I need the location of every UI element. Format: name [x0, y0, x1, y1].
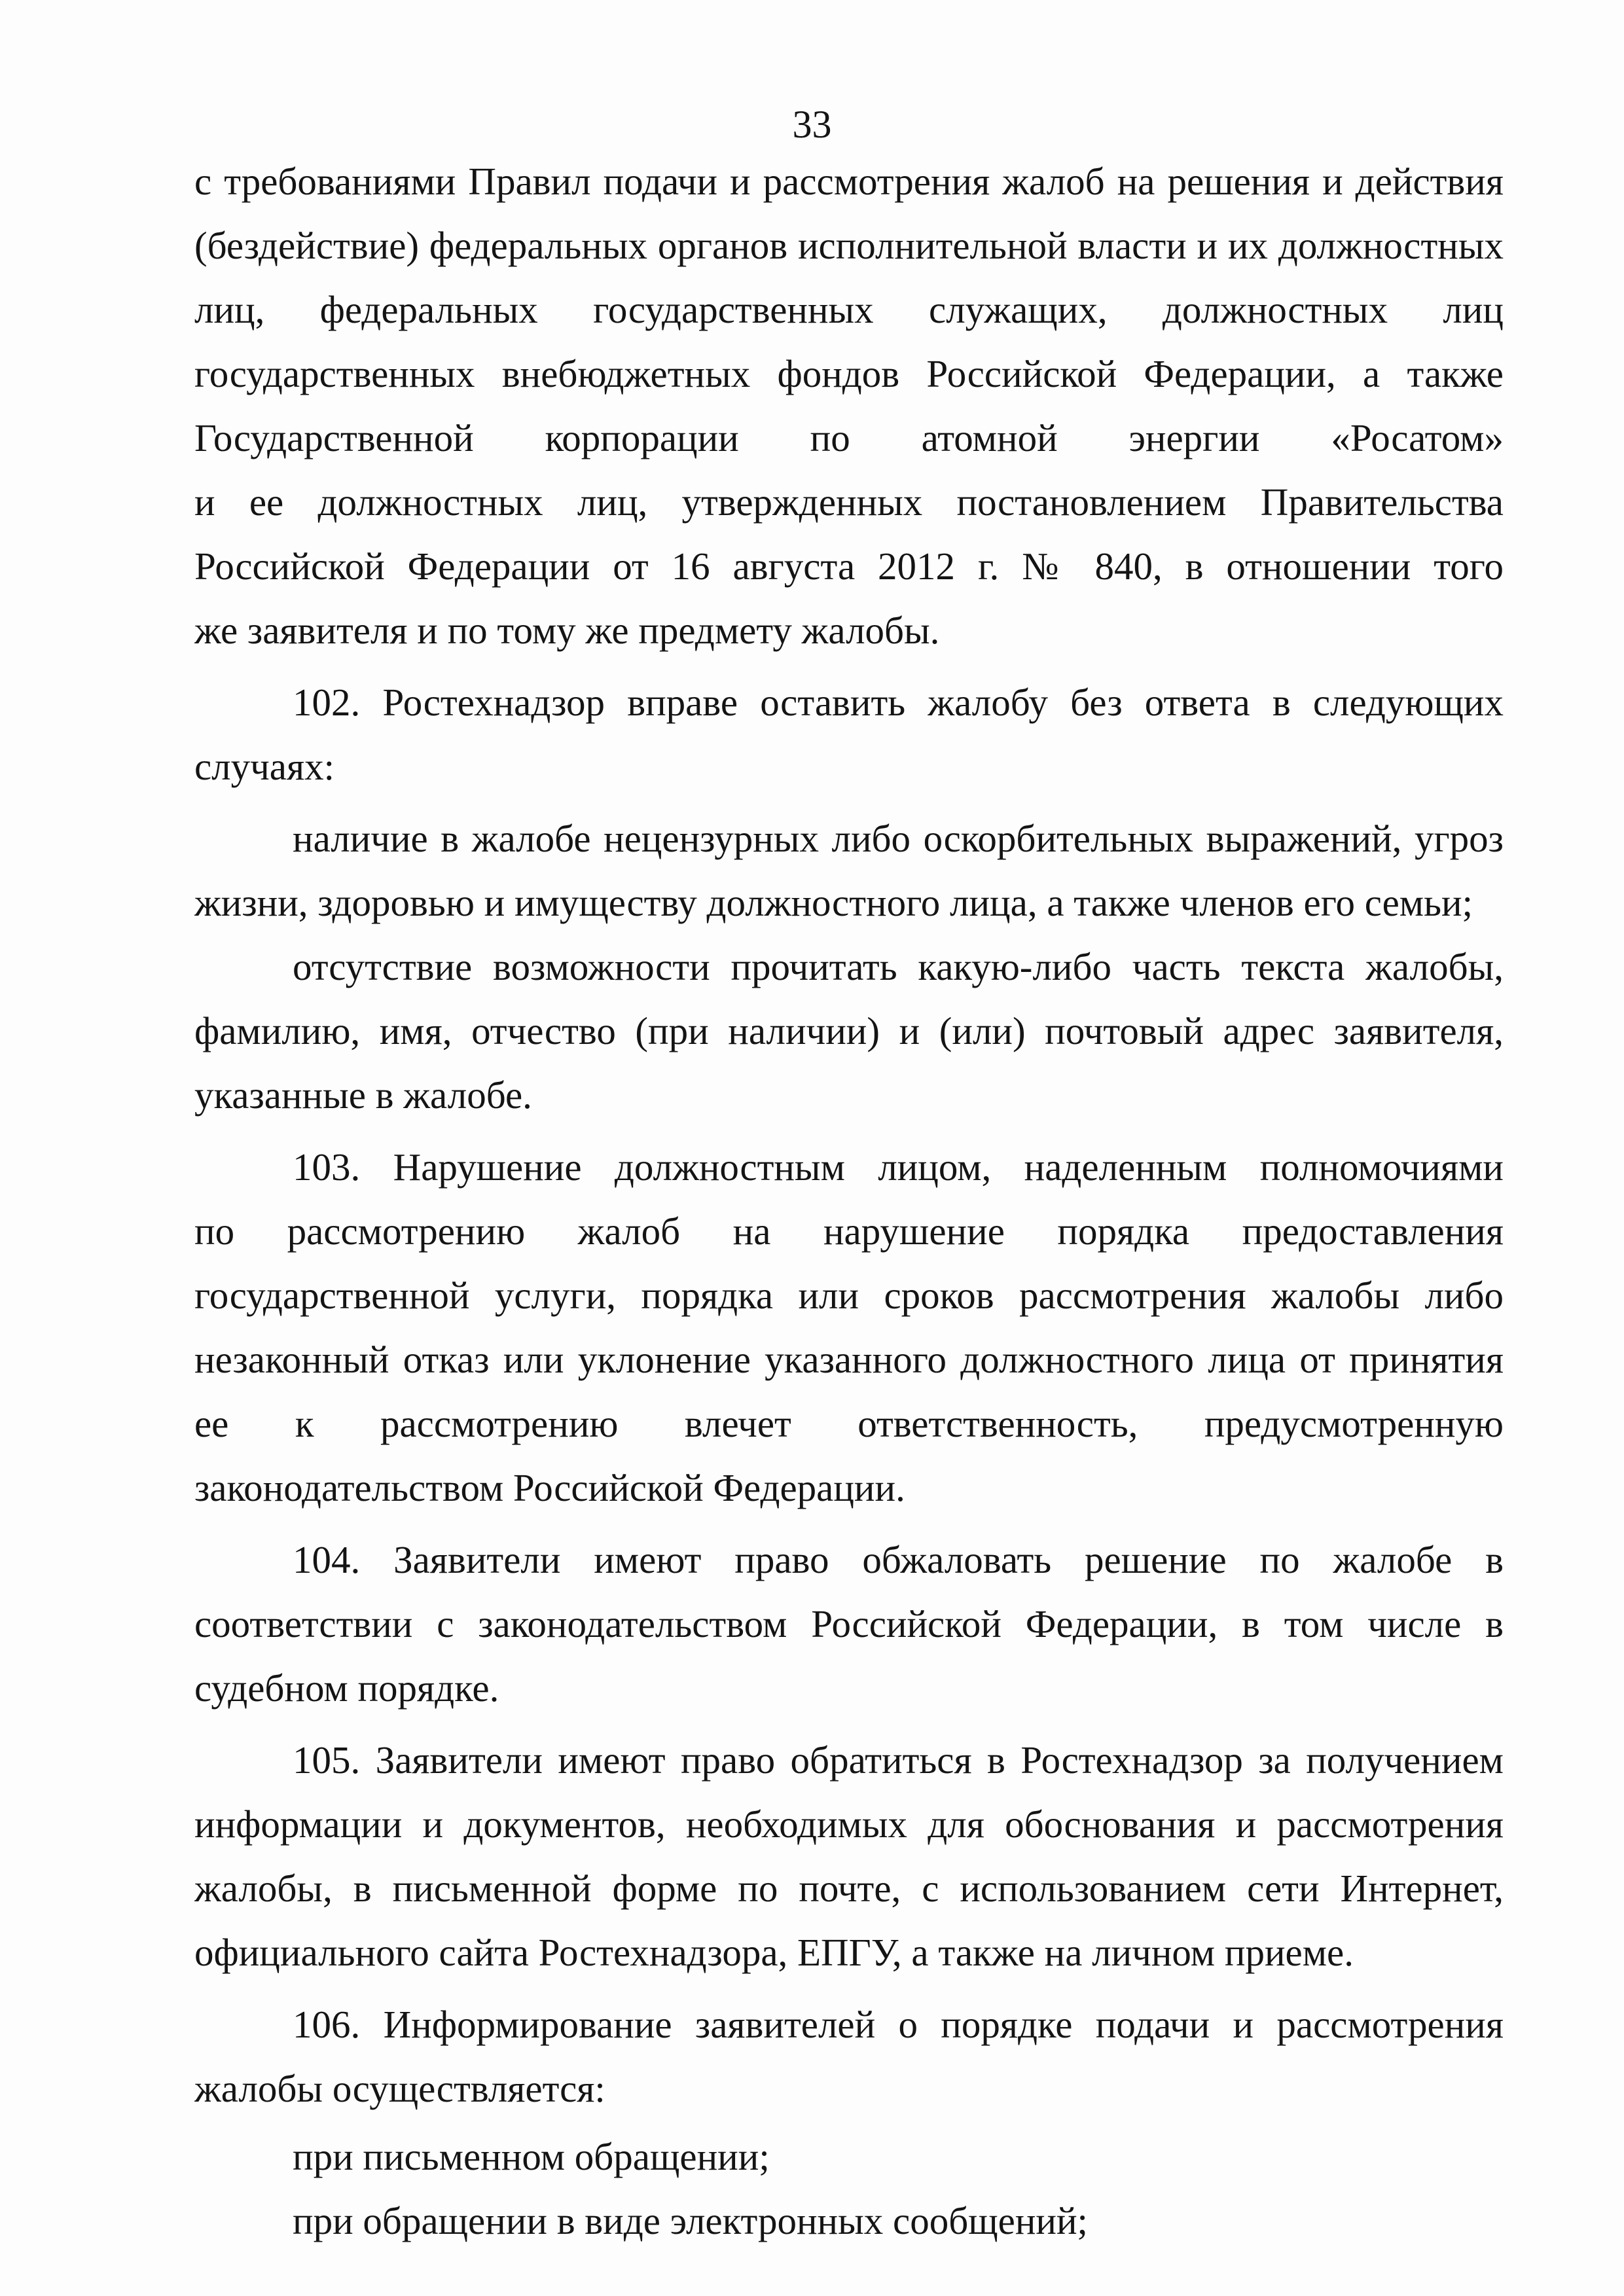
text-line: с требованиями Правил подачи и рассмотрения жалоб на решения и действия [194, 160, 1504, 203]
paragraph-102 [194, 670, 1504, 798]
text-line: Государственной корпорации по атомной энергии «Росатом» [194, 416, 1504, 459]
text-line: и ее должностных лиц, утвержденных постановлением Правительства [194, 480, 1504, 524]
text-line: 105. Заявители имеют право обратиться в Ростехнадзор за получением [293, 1738, 1504, 1782]
text-line: при обращении в виде электронных сообщений; [293, 2199, 1088, 2242]
text-line: Российской Федерации от 16 августа 2012 г. № 840, в отношении того [194, 545, 1504, 588]
text-line: по рассмотрению жалоб на нарушение порядка предоставления [194, 1210, 1504, 1253]
text-line: лиц, федеральных государственных служащих, должностных лиц [194, 288, 1504, 331]
text-line: 103. Нарушение должностным лицом, наделенным полномочиями [293, 1145, 1504, 1189]
paragraph-103 [194, 1135, 1504, 1520]
text-line: жизни, здоровью и имуществу должностного лица, а также членов его семьи; [194, 881, 1473, 924]
text-line: 104. Заявители имеют право обжаловать решение по жалобе в [293, 1538, 1504, 1581]
paragraph-102-item-1 [194, 806, 1504, 935]
paragraph-106 [194, 1992, 1504, 2121]
paragraph-104 [194, 1528, 1504, 1720]
text-line: указанные в жалобе. [194, 1073, 532, 1117]
text-line: 106. Информирование заявителей о порядке подачи и рассмотрения [293, 2003, 1504, 2046]
paragraph-continuation [194, 149, 1504, 662]
text-line: (бездействие) федеральных органов исполнительной власти и их должностных [194, 224, 1504, 267]
text-line: законодательством Российской Федерации. [194, 1466, 905, 1509]
text-line: официального сайта Ростехнадзора, ЕПГУ, а также на личном приеме. [194, 1931, 1354, 1974]
text-line: жалобы осуществляется: [194, 2067, 605, 2110]
text-line: государственных внебюджетных фондов Российской Федерации, а также [194, 352, 1504, 395]
paragraph-102-item-2 [194, 935, 1504, 1127]
text-line: 102. Ростехнадзор вправе оставить жалобу без ответа в следующих [293, 681, 1504, 724]
text-line: жалобы, в письменной форме по почте, с использованием сети Интернет, [194, 1867, 1504, 1910]
paragraph-106-item-2 [194, 2189, 1504, 2253]
paragraph-106-item-1 [194, 2125, 1504, 2189]
page-number: 33 [792, 103, 832, 146]
text-line: соответствии с законодательством Российской Федерации, в том числе в [194, 1602, 1504, 1645]
text-line: отсутствие возможности прочитать какую-либо часть текста жалобы, [293, 945, 1504, 988]
text-line: государственной услуги, порядка или сроков рассмотрения жалобы либо [194, 1274, 1504, 1317]
document-body [194, 149, 1504, 2253]
text-line: незаконный отказ или уклонение указанного должностного лица от принятия [194, 1338, 1504, 1381]
text-line: случаях: [194, 745, 335, 788]
text-line: наличие в жалобе нецензурных либо оскорбительных выражений, угроз [293, 817, 1504, 860]
paragraph-105 [194, 1728, 1504, 1984]
text-line: же заявителя и по тому же предмету жалобы. [194, 609, 940, 652]
text-line: при письменном обращении; [293, 2135, 770, 2178]
text-line: ее к рассмотрению влечет ответственность, предусмотренную [194, 1402, 1504, 1445]
text-line: фамилию, имя, отчество (при наличии) и (или) почтовый адрес заявителя, [194, 1009, 1504, 1052]
text-line: судебном порядке. [194, 1666, 499, 1710]
text-line: информации и документов, необходимых для обоснования и рассмотрения [194, 1803, 1504, 1846]
